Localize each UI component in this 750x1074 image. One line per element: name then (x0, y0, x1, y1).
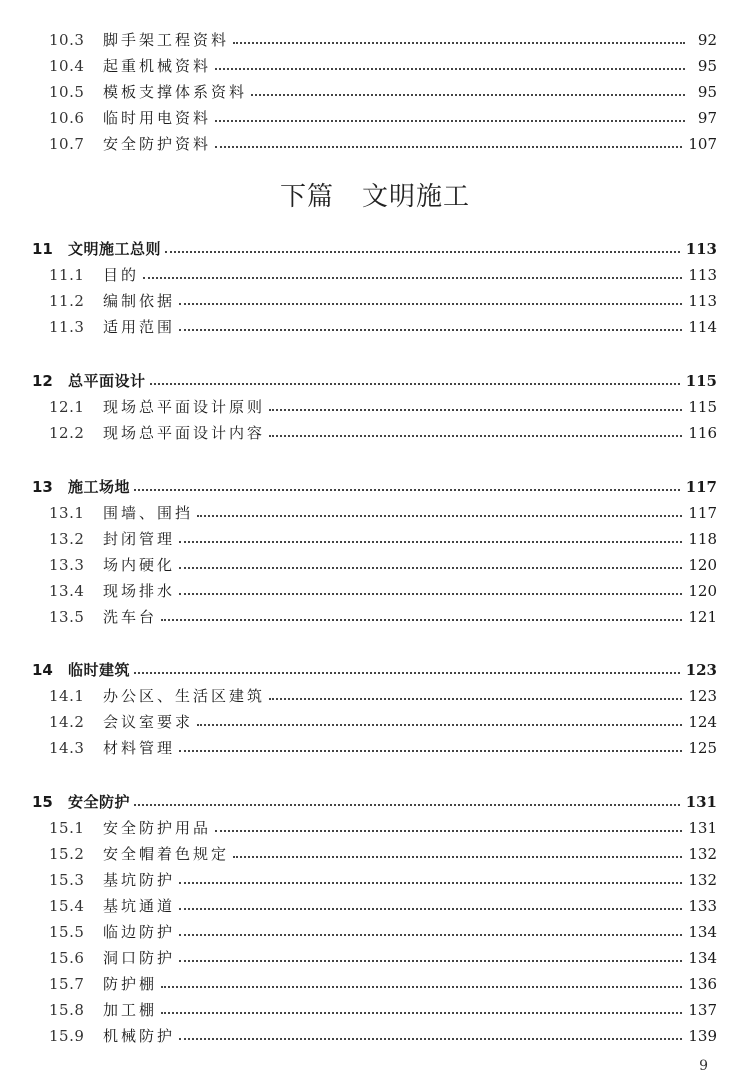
chapter-number: 12 (32, 372, 53, 390)
part-heading (0, 176, 750, 213)
dot-leader (179, 1038, 682, 1040)
section-number: 15.5 (49, 923, 85, 941)
toc-entry[interactable] (0, 895, 750, 917)
toc-entry[interactable] (0, 316, 750, 338)
section-title: 封闭管理 (103, 530, 176, 548)
section-number: 13.2 (49, 530, 85, 548)
dot-leader (161, 619, 682, 621)
section-title: 脚手架工程资料 (103, 31, 230, 49)
dot-leader (215, 68, 685, 70)
toc-entry[interactable] (0, 973, 750, 995)
dot-leader (161, 986, 682, 988)
dot-leader (179, 882, 682, 884)
section-title: 办公区、生活区建筑 (103, 687, 266, 705)
section-title: 围墙、围挡 (103, 504, 194, 522)
dot-leader (269, 409, 682, 411)
page-number: 132 (688, 871, 717, 889)
toc-entry[interactable] (0, 422, 750, 444)
section-title: 安全防护用品 (103, 819, 212, 837)
section-title: 加工棚 (103, 1001, 158, 1019)
page-number: 118 (688, 530, 717, 548)
section-title: 编制依据 (103, 292, 176, 310)
toc-entry[interactable] (0, 528, 750, 550)
section-number: 15.9 (49, 1027, 85, 1045)
section-title: 现场总平面设计原则 (103, 398, 266, 416)
section-number: 15.7 (49, 975, 85, 993)
dot-leader (251, 94, 685, 96)
page-number: 133 (688, 897, 717, 915)
section-title: 目的 (103, 266, 140, 284)
dot-leader (179, 567, 682, 569)
toc-chapter-entry[interactable] (0, 370, 750, 392)
dot-leader (233, 42, 685, 44)
section-number: 13.3 (49, 556, 85, 574)
chapter-number: 15 (32, 793, 53, 811)
section-number: 15.4 (49, 897, 85, 915)
dot-leader (134, 489, 680, 491)
toc-entry[interactable] (0, 580, 750, 602)
dot-leader (179, 934, 682, 936)
page-number: 113 (688, 266, 717, 284)
section-number: 12.2 (49, 424, 85, 442)
page-number: 117 (688, 504, 717, 522)
part-name: 文明施工 (362, 182, 471, 212)
page-number: 131 (685, 793, 717, 811)
dot-leader (197, 515, 682, 517)
page-number: 123 (688, 687, 717, 705)
toc-entry[interactable] (0, 107, 750, 129)
chapter-number: 13 (32, 478, 53, 496)
page-number: 116 (688, 424, 717, 442)
page-number: 114 (688, 318, 717, 336)
section-number: 11.1 (49, 266, 85, 284)
section-number: 10.7 (49, 135, 85, 153)
section-title: 洗车台 (103, 608, 158, 626)
dot-leader (134, 672, 680, 674)
toc-entry[interactable] (0, 947, 750, 969)
toc-entry[interactable] (0, 999, 750, 1021)
section-number: 15.2 (49, 845, 85, 863)
chapter-title: 文明施工总则 (68, 240, 162, 258)
section-title: 起重机械资料 (103, 57, 212, 75)
section-number: 14.3 (49, 739, 85, 757)
dot-leader (179, 541, 682, 543)
section-number: 11.3 (49, 318, 85, 336)
section-title: 临时用电资料 (103, 109, 212, 127)
section-number: 15.1 (49, 819, 85, 837)
toc-entry[interactable] (0, 817, 750, 839)
page-number: 136 (688, 975, 717, 993)
toc-chapter-entry[interactable] (0, 476, 750, 498)
toc-entry[interactable] (0, 264, 750, 286)
section-title: 防护棚 (103, 975, 158, 993)
dot-leader (143, 277, 682, 279)
toc-entry[interactable] (0, 869, 750, 891)
page-number: 117 (685, 478, 717, 496)
section-title: 会议室要求 (103, 713, 194, 731)
section-title: 现场排水 (103, 582, 176, 600)
section-number: 10.5 (49, 83, 85, 101)
page-number: 113 (685, 240, 717, 258)
page-number: 134 (688, 949, 717, 967)
section-title: 机械防护 (103, 1027, 176, 1045)
page-number: 123 (685, 661, 717, 679)
page-number: 132 (688, 845, 717, 863)
section-number: 10.3 (49, 31, 85, 49)
page-number: 95 (697, 83, 717, 101)
section-number: 14.1 (49, 687, 85, 705)
page-number: 134 (688, 923, 717, 941)
page-number: 139 (688, 1027, 717, 1045)
section-title: 现场总平面设计内容 (103, 424, 266, 442)
dot-leader (269, 698, 682, 700)
toc-entry[interactable] (0, 685, 750, 707)
page-number: 115 (688, 398, 717, 416)
page-number: 115 (685, 372, 717, 390)
dot-leader (215, 120, 685, 122)
dot-leader (179, 593, 682, 595)
chapter-title: 施工场地 (68, 478, 131, 496)
toc-entry[interactable] (0, 554, 750, 576)
page-number: 95 (697, 57, 717, 75)
dot-leader (197, 724, 682, 726)
page-number: 137 (688, 1001, 717, 1019)
dot-leader (233, 856, 682, 858)
section-title: 临边防护 (103, 923, 176, 941)
page-number: 113 (688, 292, 717, 310)
chapter-title: 总平面设计 (68, 372, 146, 390)
section-number: 14.2 (49, 713, 85, 731)
section-number: 13.5 (49, 608, 85, 626)
chapter-title: 安全防护 (68, 793, 131, 811)
dot-leader (215, 146, 682, 148)
toc-entry[interactable] (0, 396, 750, 418)
section-number: 15.6 (49, 949, 85, 967)
toc-chapter-entry[interactable] (0, 791, 750, 813)
toc-entry[interactable] (0, 81, 750, 103)
dot-leader (179, 329, 682, 331)
toc-entry[interactable] (0, 606, 750, 628)
dot-leader (165, 251, 680, 253)
dot-leader (134, 804, 680, 806)
dot-leader (215, 830, 682, 832)
dot-leader (179, 303, 682, 305)
dot-leader (179, 960, 682, 962)
section-number: 10.4 (49, 57, 85, 75)
toc-entry[interactable] (0, 55, 750, 77)
toc-entry[interactable] (0, 843, 750, 865)
dot-leader (179, 750, 682, 752)
dot-leader (269, 435, 682, 437)
section-title: 基坑防护 (103, 871, 176, 889)
page-number: 131 (688, 819, 717, 837)
toc-entry[interactable] (0, 133, 750, 155)
toc-entry[interactable] (0, 290, 750, 312)
page-number: 124 (688, 713, 717, 731)
dot-leader (150, 383, 680, 385)
section-title: 安全帽着色规定 (103, 845, 230, 863)
section-number: 13.4 (49, 582, 85, 600)
toc-entry[interactable] (0, 29, 750, 51)
section-number: 12.1 (49, 398, 85, 416)
toc-entry[interactable] (0, 921, 750, 943)
page-number: 125 (688, 739, 717, 757)
toc-entry[interactable] (0, 737, 750, 759)
toc-entry[interactable] (0, 1025, 750, 1047)
section-title: 模板支撑体系资料 (103, 83, 248, 101)
page-number: 120 (688, 582, 717, 600)
toc-entry[interactable] (0, 502, 750, 524)
section-title: 适用范围 (103, 318, 176, 336)
toc-entry[interactable] (0, 711, 750, 733)
dot-leader (161, 1012, 682, 1014)
toc-chapter-entry[interactable] (0, 238, 750, 260)
toc-chapter-entry[interactable] (0, 659, 750, 681)
page-number: 121 (688, 608, 717, 626)
section-number: 15.8 (49, 1001, 85, 1019)
dot-leader (179, 908, 682, 910)
section-number: 11.2 (49, 292, 85, 310)
section-number: 15.3 (49, 871, 85, 889)
section-title: 基坑通道 (103, 897, 176, 915)
section-title: 场内硬化 (103, 556, 176, 574)
page-number: 97 (697, 109, 717, 127)
chapter-number: 11 (32, 240, 53, 258)
page-number: 92 (697, 31, 717, 49)
section-title: 洞口防护 (103, 949, 176, 967)
section-number: 10.6 (49, 109, 85, 127)
part-label: 下篇 (279, 182, 334, 212)
section-number: 13.1 (49, 504, 85, 522)
page-number: 120 (688, 556, 717, 574)
page-folio: 9 (699, 1058, 708, 1074)
page-number: 107 (688, 135, 717, 153)
chapter-title: 临时建筑 (68, 661, 131, 679)
section-title: 安全防护资料 (103, 135, 212, 153)
section-title: 材料管理 (103, 739, 176, 757)
chapter-number: 14 (32, 661, 53, 679)
